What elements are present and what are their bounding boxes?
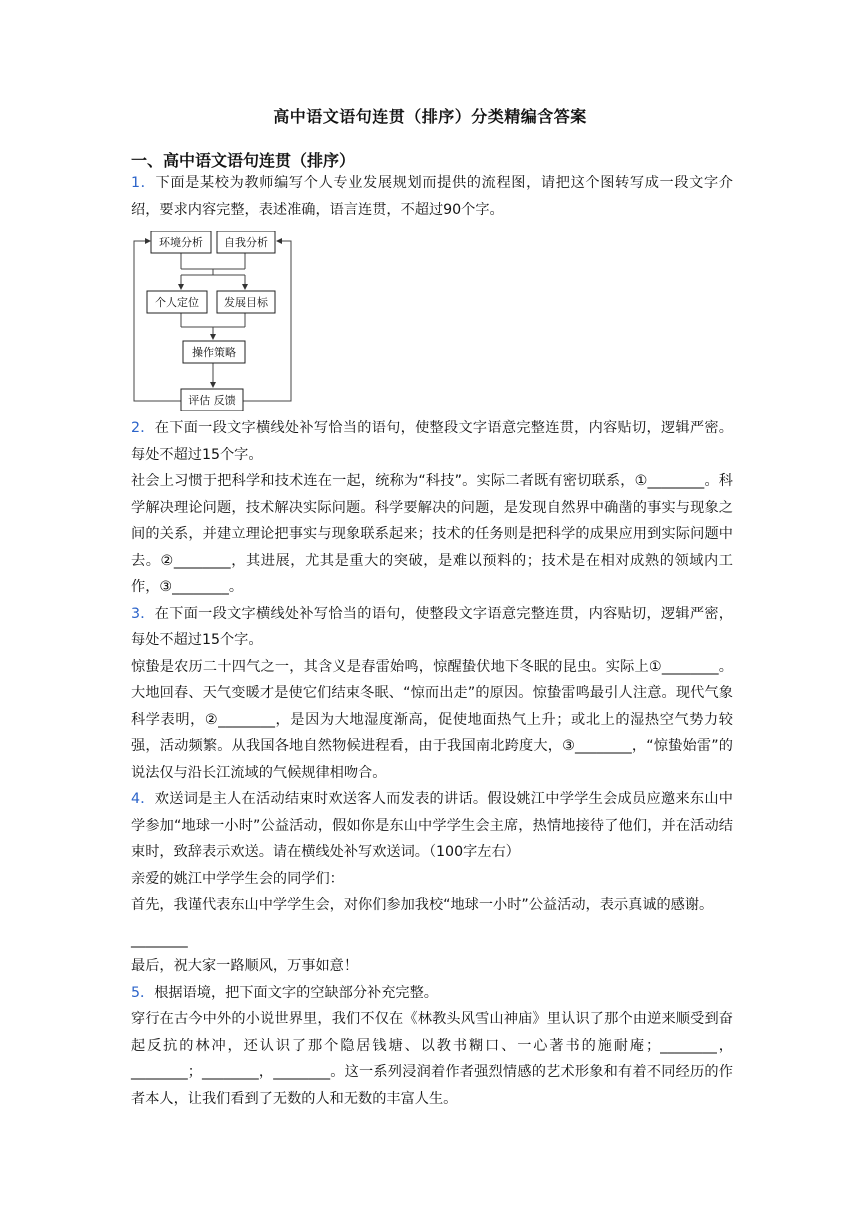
- question-4-intro: 欢送词是主人在活动结束时欢送客人而发表的讲话。假设姚江中学学生会成员应邀来东山中学参加“地球一小时”公益活动，假如你是东山中学学生会主席，热情地接待了他们，并在活动结束时，致辞表示欢送。请在横线处补写欢送词。（100字左右）: [131, 791, 733, 860]
- question-number: 1．: [131, 175, 156, 191]
- question-5-intro: 根据语境，把下面文字的空缺部分补充完整。: [154, 984, 438, 1001]
- question-2: [131, 415, 733, 468]
- question-4-closing: 最后，祝大家一路顺风，万事如意！: [131, 958, 359, 974]
- question-number: 2．: [131, 420, 155, 436]
- flow-label-strategy: 操作策略: [192, 346, 236, 359]
- flow-label-self: 自我分析: [224, 236, 268, 249]
- flow-label-eval: 评估 反馈: [188, 394, 236, 407]
- question-3-body: 惊蛰是农历二十四气之一，其含义是春雷始鸣，惊醒蛰伏地下冬眠的昆虫。实际上①________。大地回春、天气变暖才是使它们结束冬眠、“惊而出走”的原因。惊蛰雷鸣最引人注意。现代气象科学表明，②________，是因为大地湿度渐高，促使地面热气上升；或北上的湿热空气势力较强，活动频繁。从我国各地自然物候进程看，由于我国南北跨度大，③________，“惊蛰始雷”的说法仅与沿长江流域的气候规律相吻合。: [131, 658, 733, 781]
- flow-label-env: 环境分析: [159, 236, 203, 249]
- question-1-text: 下面是某校为教师编写个人专业发展规划而提供的流程图，请把这个图转写成一段文字介绍，要求内容完整，表述准确，语言连贯，不超过90个字。: [131, 175, 733, 218]
- question-4-first: 首先，我谨代表东山中学学生会，对你们参加我校“地球一小时”公益活动，表示真诚的感谢。: [131, 897, 714, 913]
- flow-label-position: 个人定位: [155, 296, 199, 309]
- flow-label-goal: 发展目标: [224, 296, 268, 309]
- section-heading: 一、高中语文语句连贯（排序）: [131, 151, 356, 170]
- question-4: [131, 786, 733, 866]
- question-1: [131, 170, 733, 223]
- document-content: [131, 170, 733, 1112]
- question-3-intro: 在下面一段文字横线处补写恰当的语句，使整段文字语意完整连贯，内容贴切，逻辑严密，每处不超过15个字。: [131, 605, 733, 648]
- document-title: 高中语文语句连贯（排序）分类精编含答案: [273, 107, 587, 126]
- question-5-body: 穿行在古今中外的小说世界里，我们不仅在《林教头风雪山神庙》里认识了那个由逆来顺受到奋起反抗的林冲，还认识了那个隐居钱塘、以教书糊口、一心著书的施耐庵；________，________；________，________。这一系列浸润着作者强烈情感的艺术形象和有着不同经历的作者本人，让我们看到了无数的人和无数的丰富人生。: [131, 1011, 733, 1107]
- flowchart-diagram: [131, 231, 301, 411]
- question-number: 4．: [131, 791, 155, 807]
- question-4-greeting: 亲爱的姚江中学学生会的同学们：: [131, 870, 344, 887]
- question-number: 5．: [131, 984, 155, 1001]
- question-number: 3．: [131, 605, 155, 622]
- question-4-blank: ________: [131, 931, 188, 948]
- question-5: [131, 980, 733, 1007]
- question-2-body: 社会上习惯于把科学和技术连在一起，统称为“科技”。实际二者既有密切联系，①________。科学解决理论问题，技术解决实际问题。科学要解决的问题，是发现自然界中确凿的事实与现象之间的关系，并建立理论把事实与现象联系起来；技术的任务则是把科学的成果应用到实际问题中去。②________，其进展，尤其是重大的突破，是难以预料的；技术是在相对成熟的领域内工作，③________。: [131, 473, 733, 595]
- question-2-intro: 在下面一段文字横线处补写恰当的语句，使整段文字语意完整连贯，内容贴切，逻辑严密。每处不超过15个字。: [131, 420, 733, 463]
- question-3: [131, 601, 733, 654]
